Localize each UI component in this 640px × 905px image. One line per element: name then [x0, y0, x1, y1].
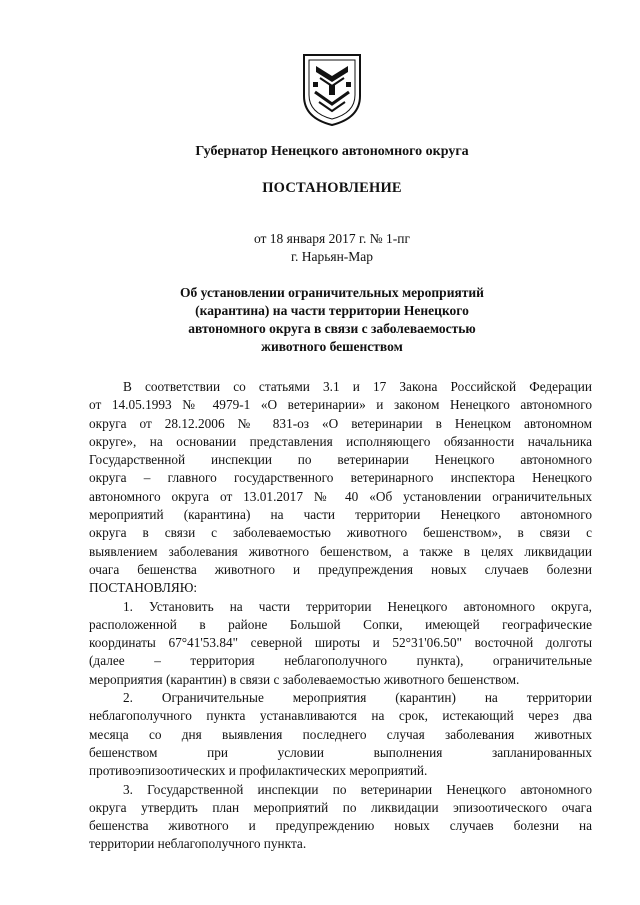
text-line: территории неблагополучного пункта.	[89, 836, 307, 852]
text-line: месяца со дня выявления последнего случая заболевания животных	[89, 726, 592, 742]
item-1-paragraph	[89, 598, 592, 689]
text-line: округа – главного государственного ветеринарного инспектора Ненецкого	[89, 470, 592, 486]
document-type-heading: ПОСТАНОВЛЕНИЕ	[262, 180, 402, 196]
text-line: ПОСТАНОВЛЯЮ:	[89, 580, 198, 596]
text-line: 3. Государственной инспекции по ветеринарии Ненецкого автономного	[123, 781, 592, 797]
document-title	[0, 284, 640, 356]
text-line: округа в связи с заболеваемостью животного бешенством», в связи с	[89, 525, 592, 541]
text-line: бешенством при условии выполнения запланированных	[89, 744, 592, 760]
document-body	[89, 378, 592, 854]
text-line: 2. Ограничительные мероприятия (карантин) на территории	[123, 690, 592, 706]
item-2-paragraph	[89, 689, 592, 780]
text-line: мероприятий (карантина) на части территории Ненецкого автономного	[89, 507, 592, 523]
title-line: Об установлении ограничительных мероприятий	[180, 285, 484, 300]
text-line: округа утвердить план мероприятий по ликвидации эпизоотического очага	[89, 799, 592, 815]
text-line: от 14.05.1993 № 4979-1 «О ветеринарии» и законом Ненецкого автономного	[89, 397, 592, 413]
text-line: выявлением заболевания животного бешенством, а также в целях ликвидации	[89, 543, 592, 559]
text-line: бешенства животного и предупреждению новых случаев болезни на	[89, 818, 592, 834]
text-line: Государственной инспекции по ветеринарии Ненецкого автономного	[89, 452, 592, 468]
text-line: округе», на основании представления исполняющего обязанности начальника	[89, 433, 592, 449]
text-line: (далее – территория неблагополучного пункта), ограничительные	[89, 653, 592, 669]
preamble-paragraph	[89, 378, 592, 598]
title-line: (карантина) на части территории Ненецкого	[195, 303, 469, 318]
date-number-line: от 18 января 2017 г. № 1-пг	[253, 231, 411, 246]
item-3-paragraph	[89, 781, 592, 854]
text-line: мероприятия (карантин) в связи с заболеваемостью животного бешенством.	[89, 671, 520, 687]
issuer-heading: Губернатор Ненецкого автономного округа	[195, 144, 469, 159]
text-line: округа от 28.12.2006 № 831-оз «О ветеринарии в Ненецком автономном	[89, 415, 592, 431]
text-line: 1. Установить на части территории Ненецкого автономного округа,	[123, 598, 592, 614]
text-line: противоэпизоотических и профилактических мероприятий.	[89, 763, 428, 779]
place-line: г. Нарьян-Мар	[290, 249, 374, 264]
text-line: автономного округа от 13.01.2017 № 40 «Об установлении ограничительных	[89, 488, 592, 504]
text-line: очага бешенства животного и предупреждения новых случаев болезни	[89, 561, 592, 577]
coat-of-arms-emblem-icon	[301, 52, 363, 128]
text-line: расположенной в районе Большой Сопки, имеющей географические	[89, 616, 592, 632]
text-line: В соответствии со статьями 3.1 и 17 Закона Российской Федерации	[123, 379, 592, 394]
title-line: автономного округа в связи с заболеваемостью	[188, 321, 476, 336]
title-line: животного бешенством	[261, 339, 403, 354]
text-line: неблагополучного пункта устанавливаются на срок, истекающий через два	[89, 708, 592, 724]
text-line: координаты 67°41'53.84" северной широты и 52°31'06.50" восточной долготы	[89, 635, 592, 651]
